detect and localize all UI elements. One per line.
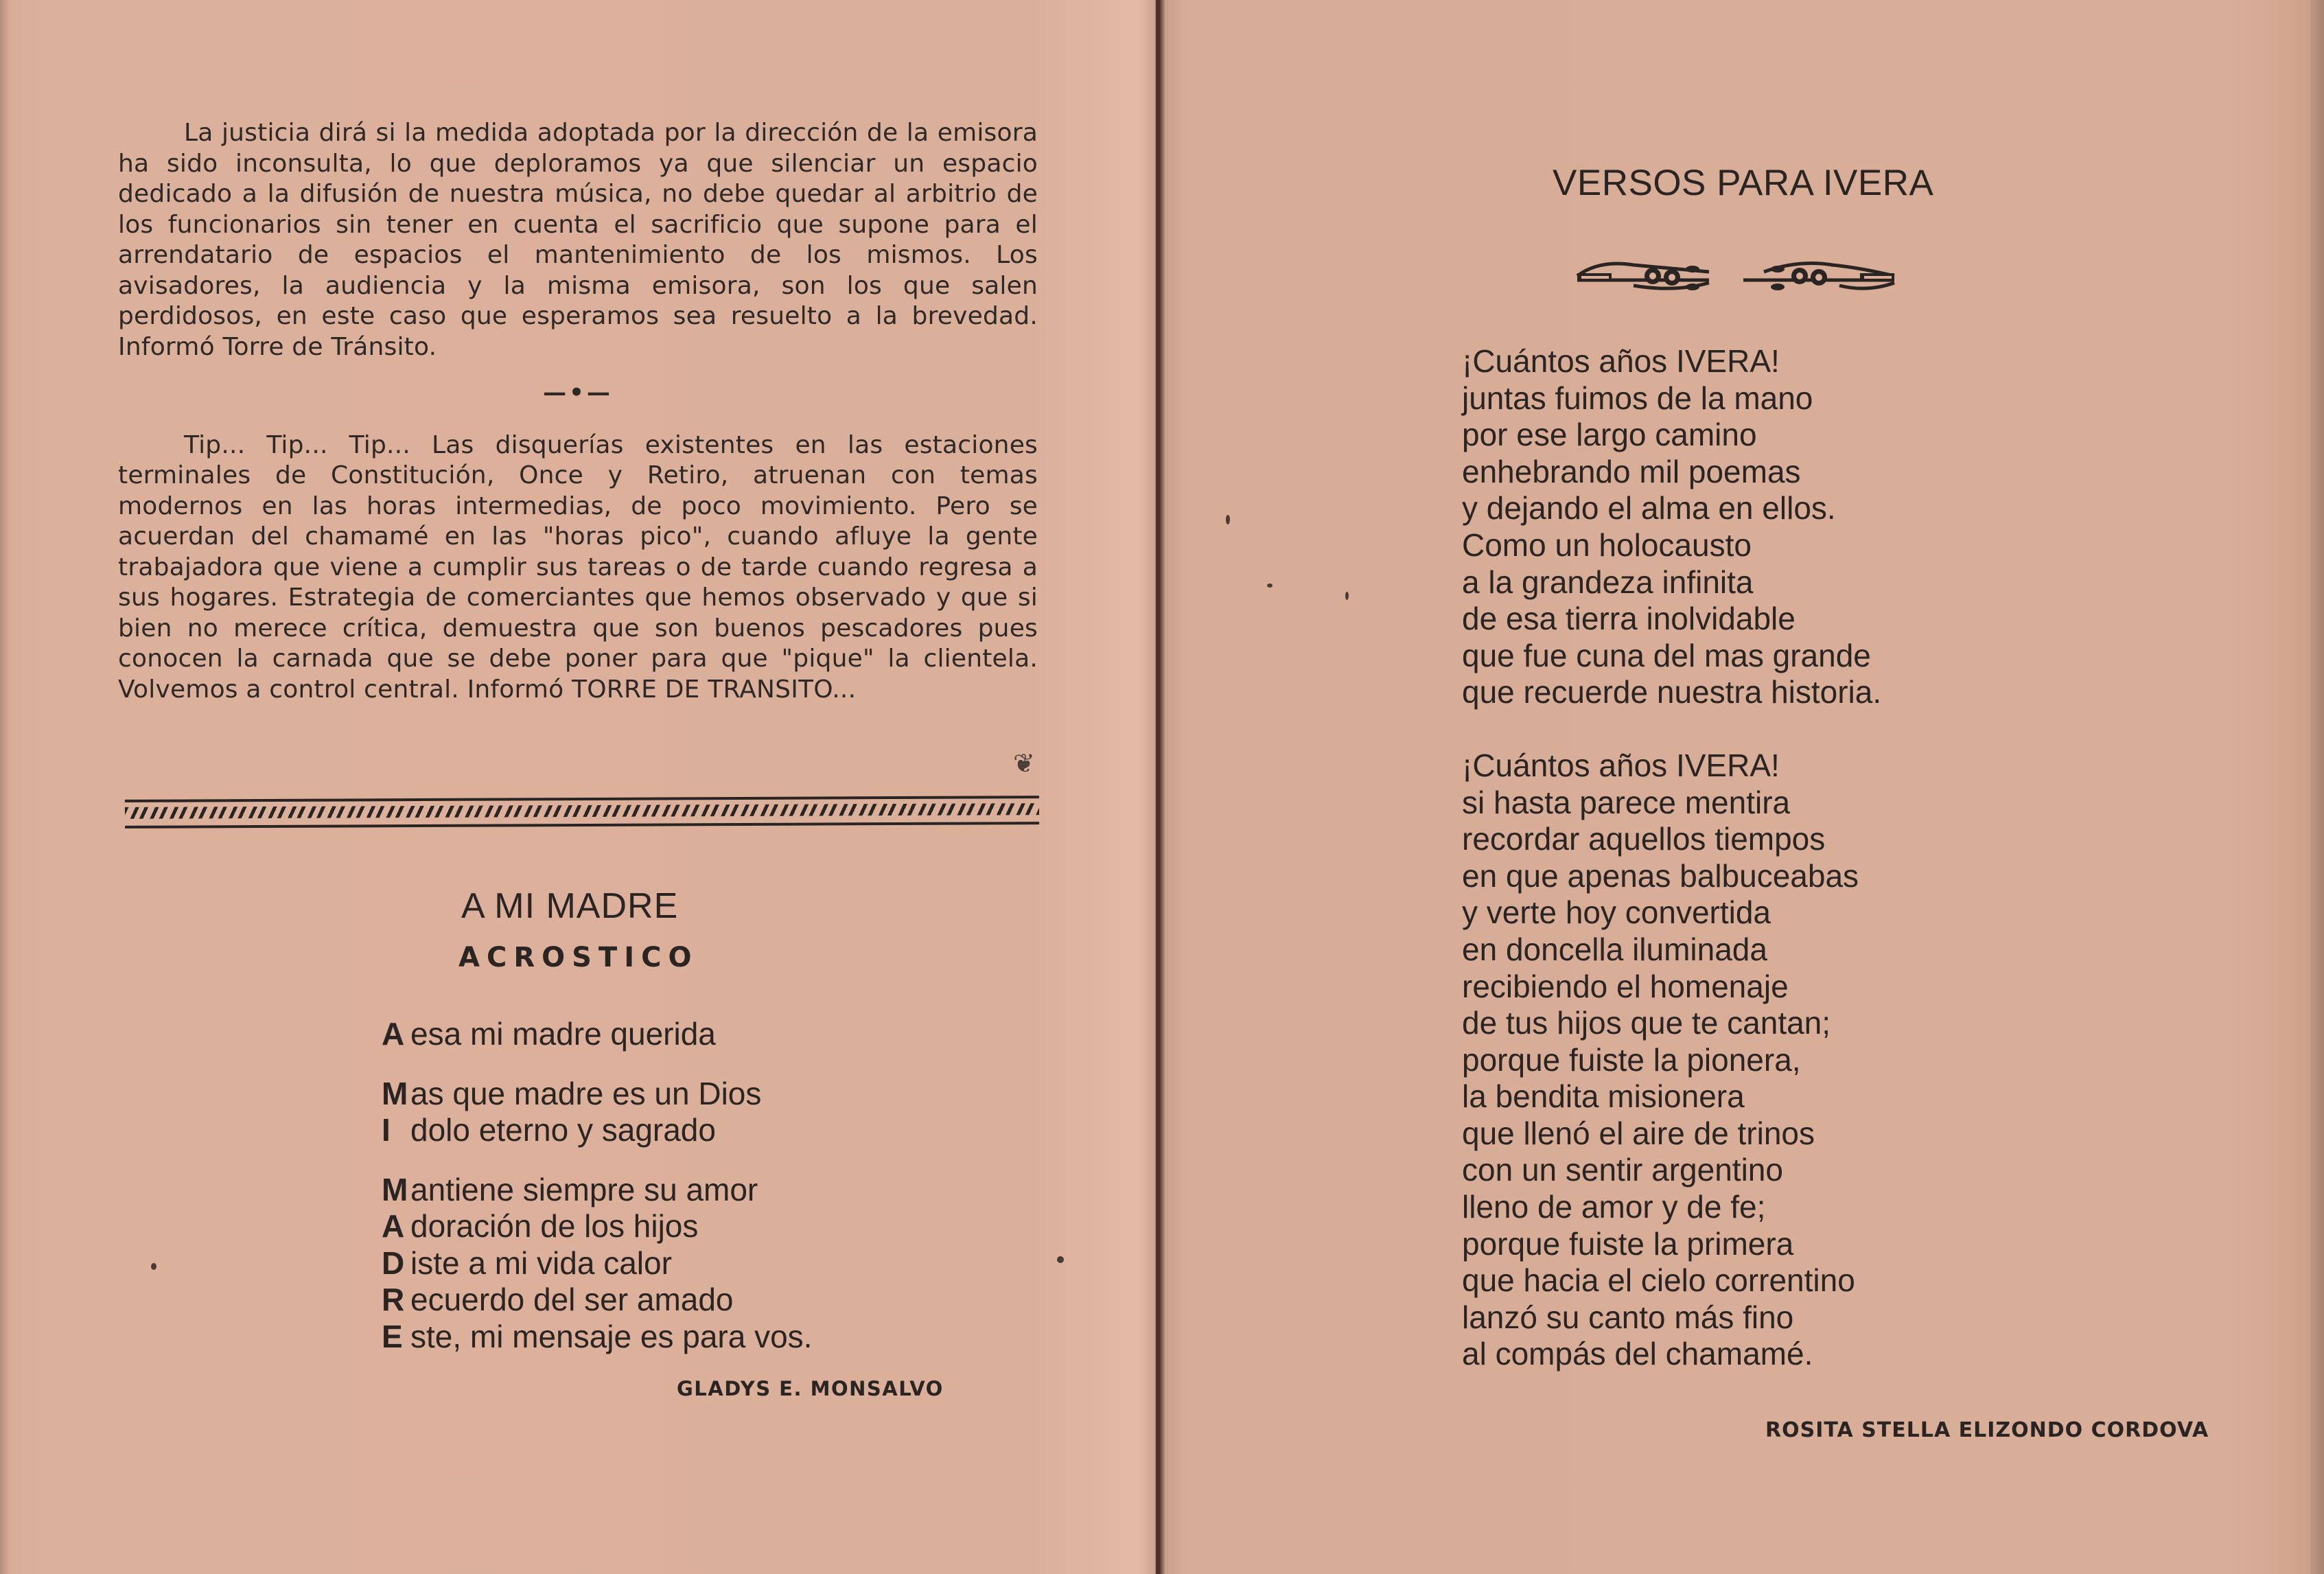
- line-text: dolo eterno y sagrado: [410, 1112, 716, 1148]
- acrostic-poem: [382, 1016, 812, 1378]
- acrostic-initial: E: [382, 1318, 403, 1354]
- poem-line: con un sentir argentino: [1462, 1152, 1783, 1188]
- poem-line: de tus hijos que te cantan;: [1462, 1005, 1831, 1041]
- poem-author: ROSITA STELLA ELIZONDO CORDOVA: [1765, 1418, 2209, 1442]
- scan-speck: [1267, 583, 1273, 588]
- poem-subtitle: ACROSTICO: [458, 942, 699, 973]
- poem-line: de esa tierra inolvidable: [1462, 601, 1796, 637]
- floral-divider-icon: [1572, 255, 1901, 294]
- poem-line: porque fuiste la pionera,: [1462, 1041, 1801, 1078]
- acrostic-initial: I: [382, 1112, 391, 1148]
- scan-speck: [1057, 1256, 1064, 1263]
- poem-line: que fue cuna del mas grande: [1462, 637, 1871, 673]
- end-ornament-icon: ❦: [1013, 750, 1035, 778]
- scan-speck: [1345, 592, 1349, 600]
- verses-poem: [1462, 343, 1881, 1409]
- poem-line: y verte hoy convertida: [1462, 894, 1771, 931]
- line-text: ecuerdo del ser amado: [410, 1282, 734, 1317]
- left-page: [0, 0, 1159, 1574]
- poem-title: A MI MADRE: [461, 886, 679, 926]
- poem-line: [382, 1282, 812, 1319]
- poem-line: ¡Cuántos años IVERA!: [1462, 343, 1780, 379]
- poem-line: [382, 1076, 812, 1113]
- poem-line: juntas fuimos de la mano: [1462, 380, 1813, 416]
- decorative-border-rule: [125, 796, 1039, 829]
- poem-line: [382, 1112, 812, 1149]
- poem-stanza: [382, 1076, 812, 1149]
- poem-line: que hacia el cielo correntino: [1462, 1262, 1855, 1299]
- poem-stanza: [1462, 748, 1881, 1373]
- line-text: doración de los hijos: [410, 1208, 699, 1244]
- poem-line: [382, 1319, 812, 1356]
- poem-line: recibiendo el homenaje: [1462, 968, 1789, 1004]
- poem-line: porque fuiste la primera: [1462, 1225, 1794, 1262]
- poem-line: [382, 1016, 812, 1053]
- poem-line: enhebrando mil poemas: [1462, 453, 1801, 489]
- section-separator: —•—: [543, 379, 613, 406]
- article-paragraph-1: La justicia dirá si la medida adoptada por la dirección de la emisora ha sido inconsulta, lo que deploramos ya que silenciar un espacio dedicado a la difusión de nuestra música, no debe quedar al arbitrio de los funcionarios sin tener en cuenta el sacrificio que supone para el arrendatario de espacios el mantenimiento de los mismos. Los avisadores, la audiencia y la misma emisora, son los que salen perdidosos, en este caso que esperamos sea resuelto a la brevedad. Informó Torre de Tránsito.: [118, 119, 1038, 361]
- acrostic-initial: A: [382, 1016, 405, 1052]
- acrostic-initial: D: [382, 1245, 405, 1281]
- scan-speck: [1226, 515, 1230, 524]
- poem-author: GLADYS E. MONSALVO: [677, 1377, 944, 1400]
- page-edge: [2310, 0, 2324, 1574]
- poem-line: [382, 1172, 812, 1209]
- border-pattern: [125, 803, 1039, 819]
- poem-line: lanzó su canto más fino: [1462, 1299, 1794, 1335]
- poem-stanza: [382, 1172, 812, 1356]
- acrostic-initial: M: [382, 1075, 408, 1111]
- poem-title: VERSOS PARA IVERA: [1553, 163, 1934, 203]
- poem-line: por ese largo camino: [1462, 417, 1757, 453]
- poem-line: y dejando el alma en ellos.: [1462, 490, 1836, 526]
- poem-line: recordar aquellos tiempos: [1462, 821, 1826, 857]
- poem-line: [382, 1208, 812, 1245]
- poem-stanza: [1462, 343, 1881, 711]
- acrostic-initial: M: [382, 1171, 408, 1207]
- poem-line: en que apenas balbuceabas: [1462, 857, 1859, 894]
- acrostic-initial: A: [382, 1208, 405, 1244]
- line-text: esa mi madre querida: [410, 1016, 716, 1052]
- poem-line: en doncella iluminada: [1462, 931, 1767, 967]
- poem-line: lleno de amor y de fe;: [1462, 1189, 1766, 1225]
- poem-line: que llenó el aire de trinos: [1462, 1115, 1815, 1151]
- article-paragraph-2: Tip... Tip... Tip... Las disquerías existentes en las estaciones terminales de Constitución, Once y Retiro, atruenan con temas modernos en las horas intermedias, de poco movimiento. Pero se acuerdan del chamamé en las "horas pico", cuando afluye la gente trabajadora que viene a cumplir sus tareas o de tarde cuando regresa a sus hogares. Estrategia de comerciantes que hemos observado y que si bien no merece crítica, demuestra que son buenos pescadores pues conocen la carnada que se debe poner para que "pique" la clientela. Volvemos a control central. Informó TORRE DE TRANSITO...: [118, 430, 1038, 704]
- acrostic-initial: R: [382, 1282, 405, 1317]
- line-text: iste a mi vida calor: [410, 1245, 672, 1281]
- line-text: as que madre es un Dios: [410, 1075, 762, 1111]
- poem-line: Como un holocausto: [1462, 526, 1752, 563]
- poem-line: que recuerde nuestra historia.: [1462, 674, 1882, 710]
- news-article: [118, 118, 1038, 705]
- poem-line: a la grandeza infinita: [1462, 564, 1754, 600]
- line-text: antiene siempre su amor: [410, 1171, 758, 1207]
- line-text: ste, mi mensaje es para vos.: [410, 1318, 813, 1354]
- poem-line: al compás del chamamé.: [1462, 1336, 1813, 1372]
- poem-line: la bendita misionera: [1462, 1078, 1745, 1115]
- scan-speck: [151, 1263, 156, 1270]
- poem-stanza: [382, 1016, 812, 1053]
- poem-line: ¡Cuántos años IVERA!: [1462, 747, 1780, 783]
- poem-line: [382, 1245, 812, 1282]
- poem-line: si hasta parece mentira: [1462, 784, 1791, 820]
